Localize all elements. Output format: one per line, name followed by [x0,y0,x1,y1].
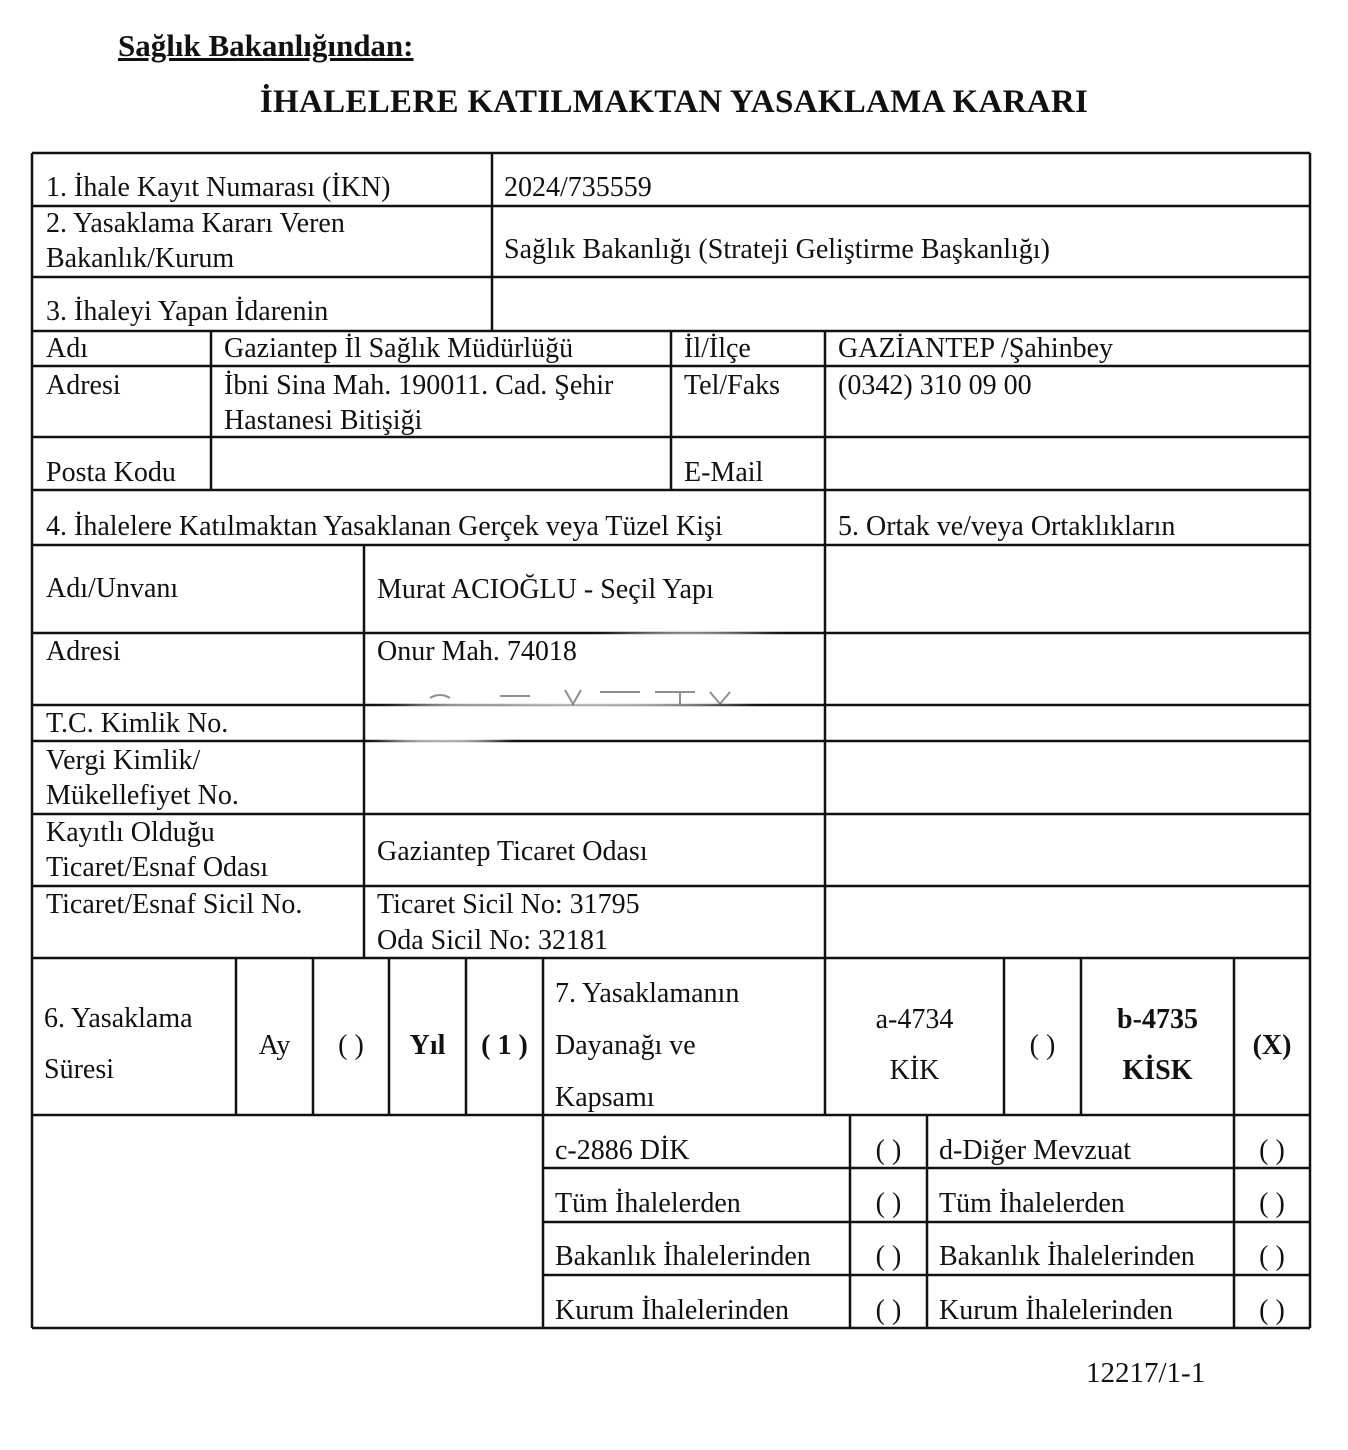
scope-right-checkbox-row2: ( ) [1259,1241,1285,1272]
ikn-label: 1. İhale Kayıt Numarası (İKN) [46,172,391,203]
authority-label-line2: Bakanlık/Kurum [46,243,235,274]
tax-id-label-line2: Mükellefiyet No. [46,780,239,811]
month-label: Ay [258,1030,291,1061]
year-label: Yıl [409,1030,446,1061]
scope-left-row3: Kurum İhalelerinden [555,1295,790,1326]
phone-value: (0342) 310 09 00 [838,370,1032,401]
scope-right-checkbox-row3: ( ) [1259,1295,1285,1326]
authority-value: Sağlık Bakanlığı (Strateji Geliştirme Başkanlığı) [504,234,1050,265]
legal-basis-label-line1: 7. Yasaklamanın [555,978,740,1009]
law-b-checkbox: (X) [1252,1030,1292,1061]
issuer-heading: Sağlık Bakanlığından: [118,28,414,63]
document-reference-code: 12217/1-1 [1086,1357,1206,1389]
ikn-value: 2024/735559 [504,172,652,203]
law-a-line1: a-4734 [875,1004,954,1035]
law-d-checkbox: ( ) [1259,1135,1285,1166]
authority-name-value: Gaziantep İl Sağlık Müdürlüğü [224,333,574,364]
ban-duration-label-line2: Süresi [44,1054,114,1085]
party-name-label: Adı/Unvanı [46,573,179,604]
ban-duration-label-line1: 6. Yasaklama [44,1003,193,1034]
authority-label-line1: 2. Yasaklama Kararı Veren [46,208,345,239]
scope-left-row2: Bakanlık İhalelerinden [555,1241,811,1272]
authority-address-line2: Hastanesi Bitişiği [224,405,423,436]
law-c-checkbox: ( ) [875,1135,902,1166]
law-a-checkbox: ( ) [1029,1030,1056,1061]
party-address-value: Onur Mah. 74018 [377,636,577,667]
chamber-value: Gaziantep Ticaret Odası [377,836,648,867]
city-value: GAZİANTEP /Şahinbey [838,333,1114,364]
tc-id-label: T.C. Kimlik No. [46,708,229,739]
authority-address-label: Adresi [46,370,121,401]
registry-label: Ticaret/Esnaf Sicil No. [46,889,303,920]
party-address-label: Adresi [46,636,121,667]
city-label: İl/İlçe [684,333,751,364]
contracting-authority-label: 3. İhaleyi Yapan İdarenin [46,296,329,327]
tax-id-label-line1: Vergi Kimlik/ [46,745,201,776]
year-checkbox: ( 1 ) [481,1030,528,1061]
legal-basis-label-line2: Dayanağı ve [555,1030,696,1061]
authority-name-label: Adı [46,333,88,364]
scope-right-checkbox-row1: ( ) [1259,1188,1285,1219]
phone-label: Tel/Faks [684,370,781,401]
law-d-label: d-Diğer Mevzuat [939,1135,1132,1166]
scope-right-row2: Bakanlık İhalelerinden [939,1241,1195,1272]
partners-label: 5. Ortak ve/veya Ortaklıkların [838,511,1176,542]
banned-party-label: 4. İhalelere Katılmaktan Yasaklanan Gerçek veya Tüzel Kişi [46,511,723,542]
scope-left-checkbox-row3: ( ) [875,1295,902,1326]
document-title: İHALELERE KATILMAKTAN YASAKLAMA KARARI [259,84,1089,120]
redacted-text-fragment [380,668,780,718]
law-b-line2: KİSK [1122,1055,1193,1086]
chamber-label-line1: Kayıtlı Olduğu [46,817,215,848]
postal-code-label: Posta Kodu [46,457,176,488]
chamber-label-line2: Ticaret/Esnaf Odası [46,852,269,883]
law-b-line1: b-4735 [1117,1004,1198,1035]
scope-left-checkbox-row1: ( ) [875,1188,902,1219]
trade-registry-number: Ticaret Sicil No: 31795 [377,889,640,920]
scope-left-row1: Tüm İhalelerden [555,1188,741,1219]
legal-basis-label-line3: Kapsamı [555,1082,655,1113]
scope-right-row3: Kurum İhalelerinden [939,1295,1174,1326]
law-c-label: c-2886 DİK [555,1135,690,1166]
email-label: E-Mail [684,457,764,488]
party-name-value: Murat ACIOĞLU - Seçil Yapı [377,574,714,605]
scope-right-row1: Tüm İhalelerden [939,1188,1125,1219]
month-checkbox: ( ) [338,1030,364,1061]
scope-left-checkbox-row2: ( ) [875,1241,902,1272]
authority-address-line1: İbni Sina Mah. 190011. Cad. Şehir [224,370,614,401]
law-a-line2: KİK [889,1055,940,1086]
chamber-registry-number: Oda Sicil No: 32181 [377,925,608,956]
